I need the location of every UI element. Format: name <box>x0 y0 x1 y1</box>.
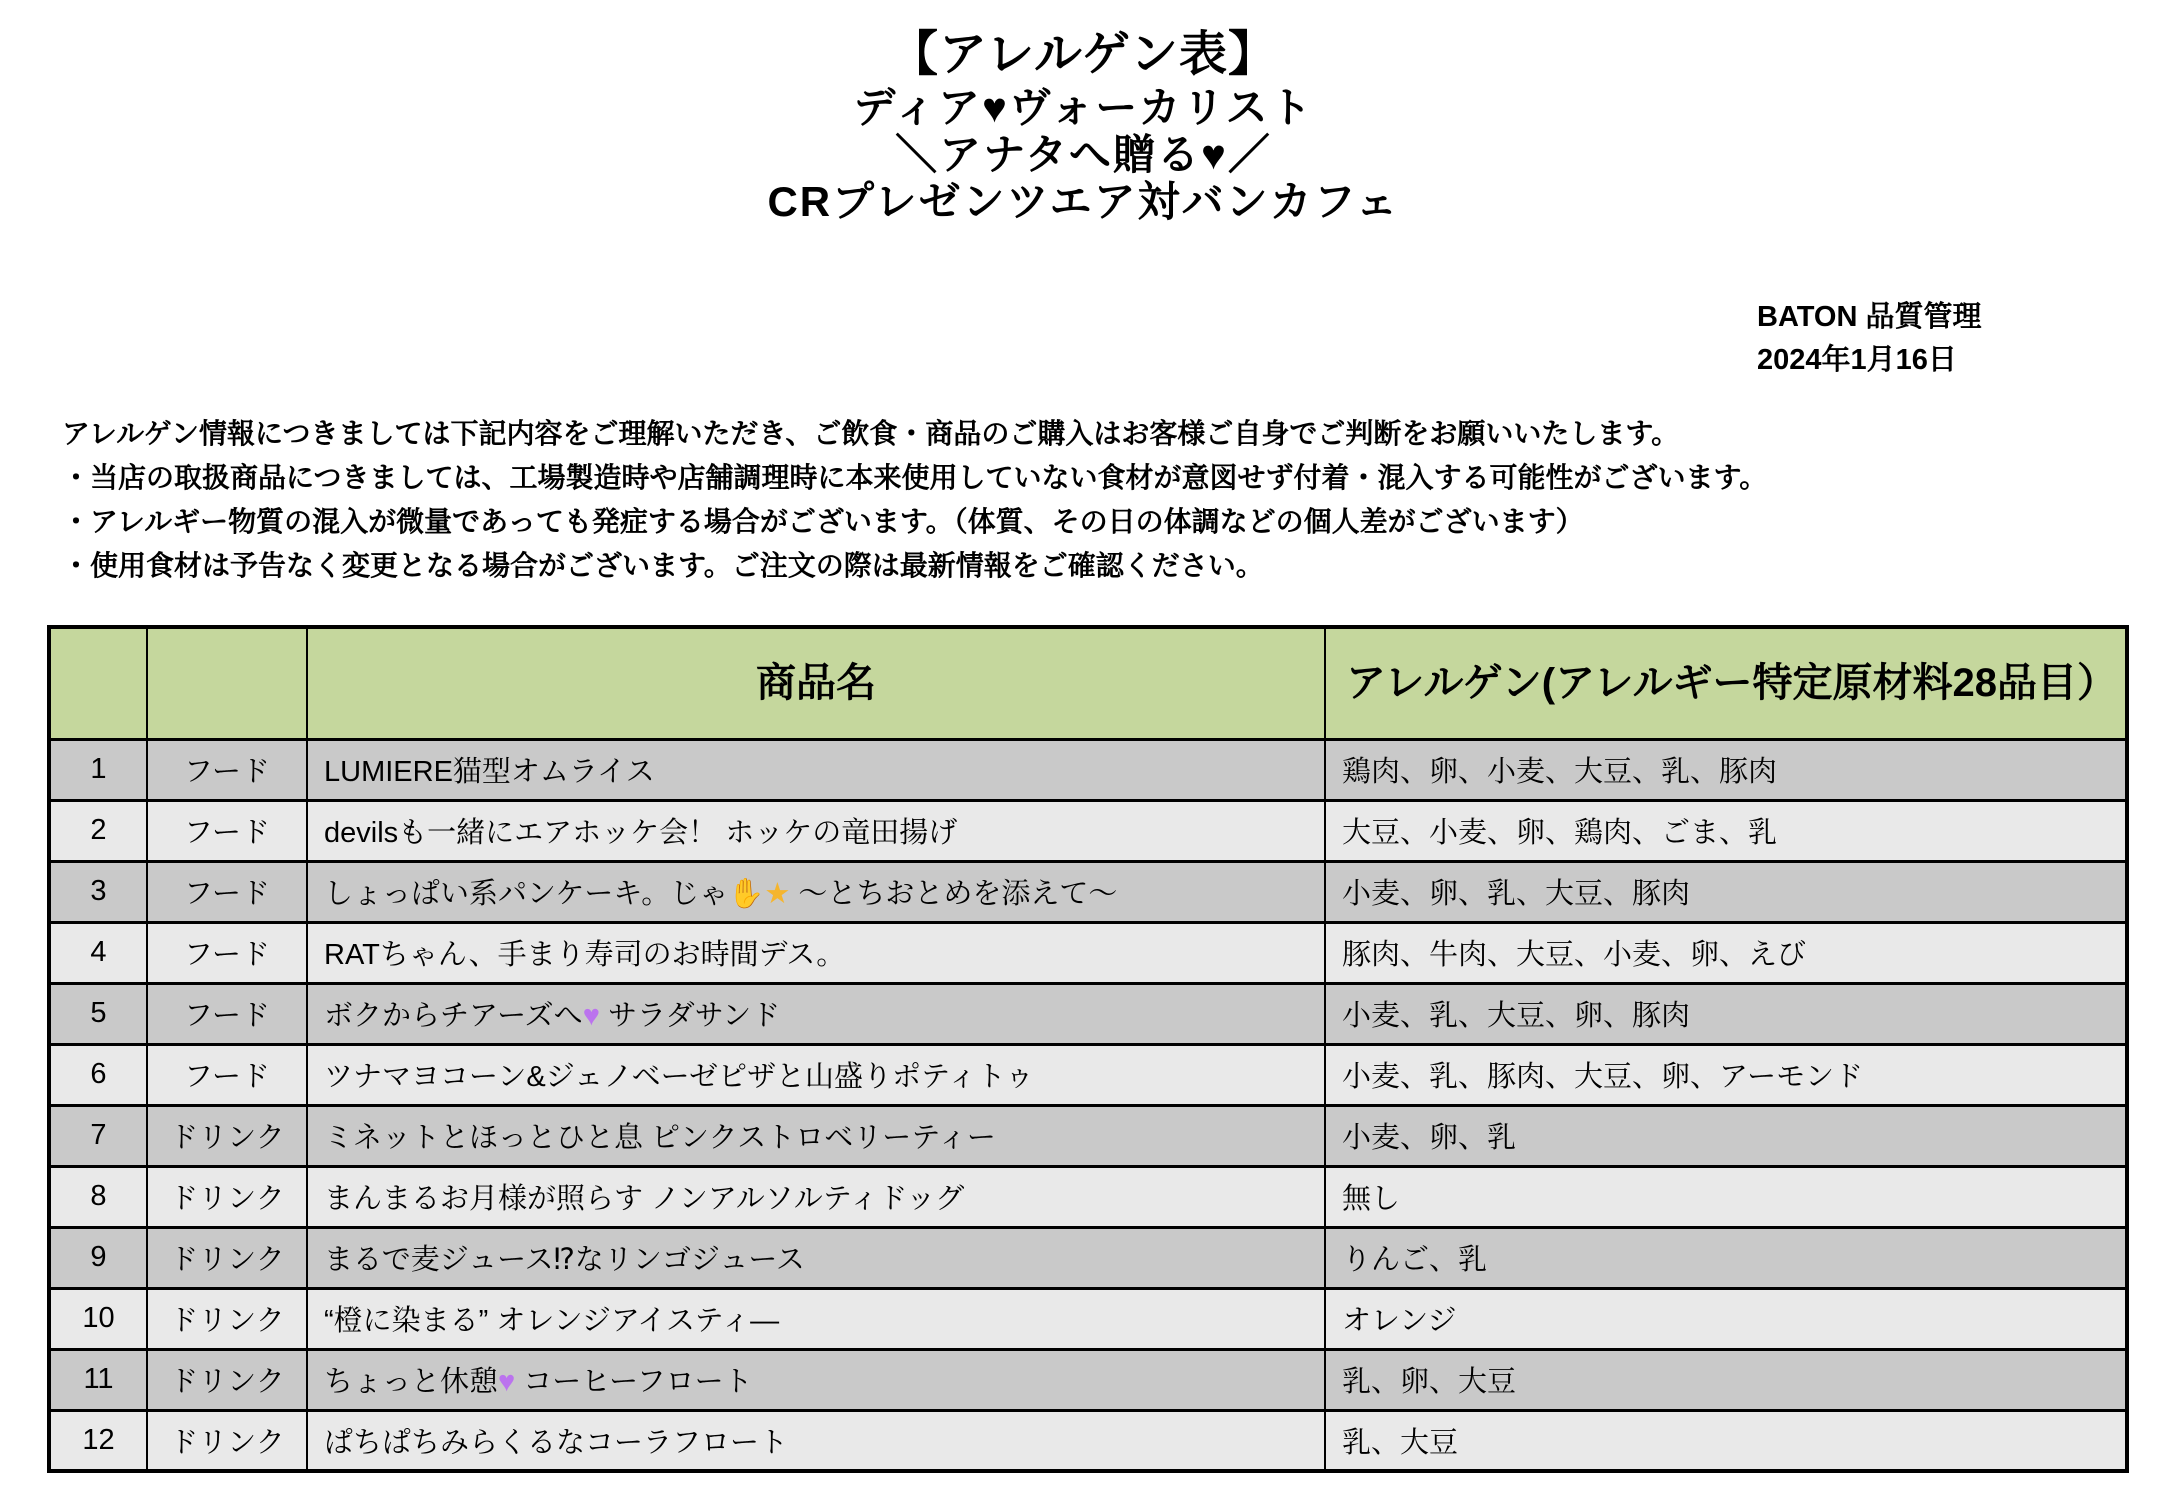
row-category: ドリンク <box>147 1410 307 1471</box>
table-row <box>49 1349 2127 1410</box>
row-allergen: 小麦、卵、乳 <box>1325 1105 2127 1166</box>
allergen-table-body <box>49 739 2127 1471</box>
table-row <box>49 739 2127 800</box>
row-category: フード <box>147 922 307 983</box>
row-number: 2 <box>49 800 147 861</box>
row-product: ミネットとほっとひと息 ピンクストロベリーティー <box>307 1105 1325 1166</box>
row-category: フード <box>147 1044 307 1105</box>
row-allergen: 大豆、小麦、卵、鶏肉、ごま、乳 <box>1325 800 2127 861</box>
row-number: 7 <box>49 1105 147 1166</box>
row-number: 12 <box>49 1410 147 1471</box>
row-product: ツナマヨコーン&ジェノベーゼピザと山盛りポティトゥ <box>307 1044 1325 1105</box>
row-category: ドリンク <box>147 1349 307 1410</box>
row-category: フード <box>147 983 307 1044</box>
header-number <box>49 627 147 739</box>
allergen-table-head <box>49 627 2127 739</box>
table-row <box>49 1105 2127 1166</box>
notice-line: ・アレルギー物質の混入が微量であっても発症する場合がございます。（体質、その日の体調などの個人差がございます） <box>62 506 1584 537</box>
table-row <box>49 1288 2127 1349</box>
row-product: しょっぱい系パンケーキ。じゃ✋★ ～とちおとめを添えて～ <box>307 861 1325 922</box>
row-number: 5 <box>49 983 147 1044</box>
notice-line: アレルゲン情報につきましては下記内容をご理解いただき、ご飲食・商品のご購入はお客様ご自身でご判断をお願いいたします。 <box>62 418 1680 449</box>
row-allergen: 乳、大豆 <box>1325 1410 2127 1471</box>
row-product: ボクからチアーズへ♥ サラダサンド <box>307 983 1325 1044</box>
header-allergen: アレルゲン(アレルギー特定原材料28品目） <box>1325 627 2127 739</box>
row-product: ぱちぱちみらくるなコーラフロート <box>307 1410 1325 1471</box>
row-allergen: オレンジ <box>1325 1288 2127 1349</box>
table-row <box>49 800 2127 861</box>
document-header <box>0 26 2167 225</box>
row-product: LUMIERE猫型オムライス <box>307 739 1325 800</box>
table-row <box>49 1044 2127 1105</box>
row-number: 9 <box>49 1227 147 1288</box>
row-category: フード <box>147 739 307 800</box>
row-category: ドリンク <box>147 1288 307 1349</box>
row-number: 3 <box>49 861 147 922</box>
row-category: ドリンク <box>147 1105 307 1166</box>
glowing-star-icon: ★ <box>764 878 791 910</box>
row-allergen: 乳、卵、大豆 <box>1325 1349 2127 1410</box>
purple-heart-icon: ♥ <box>582 1000 600 1032</box>
row-number: 6 <box>49 1044 147 1105</box>
row-number: 10 <box>49 1288 147 1349</box>
row-product: RATちゃん、手まり寿司のお時間デス。 <box>307 922 1325 983</box>
row-category: フード <box>147 861 307 922</box>
row-product: ちょっと休憩♥ コーヒーフロート <box>307 1349 1325 1410</box>
row-number: 8 <box>49 1166 147 1227</box>
row-allergen: 小麦、乳、豚肉、大豆、卵、アーモンド <box>1325 1044 2127 1105</box>
row-allergen: 小麦、卵、乳、大豆、豚肉 <box>1325 861 2127 922</box>
table-header-row <box>49 627 2127 739</box>
page-subtitle-2: ＼アナタへ贈る♥／ <box>895 131 1272 178</box>
issuer-label: BATON 品質管理 <box>1757 301 1982 333</box>
notice-block <box>62 412 2122 588</box>
table-row <box>49 861 2127 922</box>
notice-line: ・当店の取扱商品につきましては、工場製造時や店舗調理時に本来使用していない食材が意図せず付着・混入する可能性がございます。 <box>62 462 1768 493</box>
header-category <box>147 627 307 739</box>
header-product: 商品名 <box>307 627 1325 739</box>
table-row <box>49 1166 2127 1227</box>
allergen-table <box>47 625 2129 1473</box>
table-row <box>49 983 2127 1044</box>
raised-hand-icon: ✋ <box>728 878 765 910</box>
row-allergen: 無し <box>1325 1166 2127 1227</box>
page-subtitle-1: ディア♥ヴォーカリスト <box>853 84 1314 131</box>
row-category: ドリンク <box>147 1227 307 1288</box>
meta-block <box>1757 296 1981 382</box>
row-allergen: 豚肉、牛肉、大豆、小麦、卵、えび <box>1325 922 2127 983</box>
page-subtitle-3: CRプレゼンツエア対バンカフェ <box>767 178 1400 225</box>
row-product: devilsも一緒にエアホッケ会！ ホッケの竜田揚げ <box>307 800 1325 861</box>
row-allergen: 小麦、乳、大豆、卵、豚肉 <box>1325 983 2127 1044</box>
table-row <box>49 1410 2127 1471</box>
row-number: 11 <box>49 1349 147 1410</box>
table-row <box>49 1227 2127 1288</box>
page-title: 【アレルゲン表】 <box>890 28 1277 81</box>
row-product: まんまるお月様が照らす ノンアルソルティドッグ <box>307 1166 1325 1227</box>
notice-line: ・使用食材は予告なく変更となる場合がございます。ご注文の際は最新情報をご確認ください。 <box>62 550 1264 581</box>
row-product: “橙に染まる” オレンジアイスティ― <box>307 1288 1325 1349</box>
row-allergen: りんご、乳 <box>1325 1227 2127 1288</box>
row-category: ドリンク <box>147 1166 307 1227</box>
row-product: まるで麦ジュース⁉なリンゴジュース <box>307 1227 1325 1288</box>
table-row <box>49 922 2127 983</box>
row-category: フード <box>147 800 307 861</box>
issue-date: 2024年1月16日 <box>1757 344 1957 376</box>
purple-heart-icon: ♥ <box>498 1366 516 1398</box>
row-number: 4 <box>49 922 147 983</box>
row-number: 1 <box>49 739 147 800</box>
row-allergen: 鶏肉、卵、小麦、大豆、乳、豚肉 <box>1325 739 2127 800</box>
